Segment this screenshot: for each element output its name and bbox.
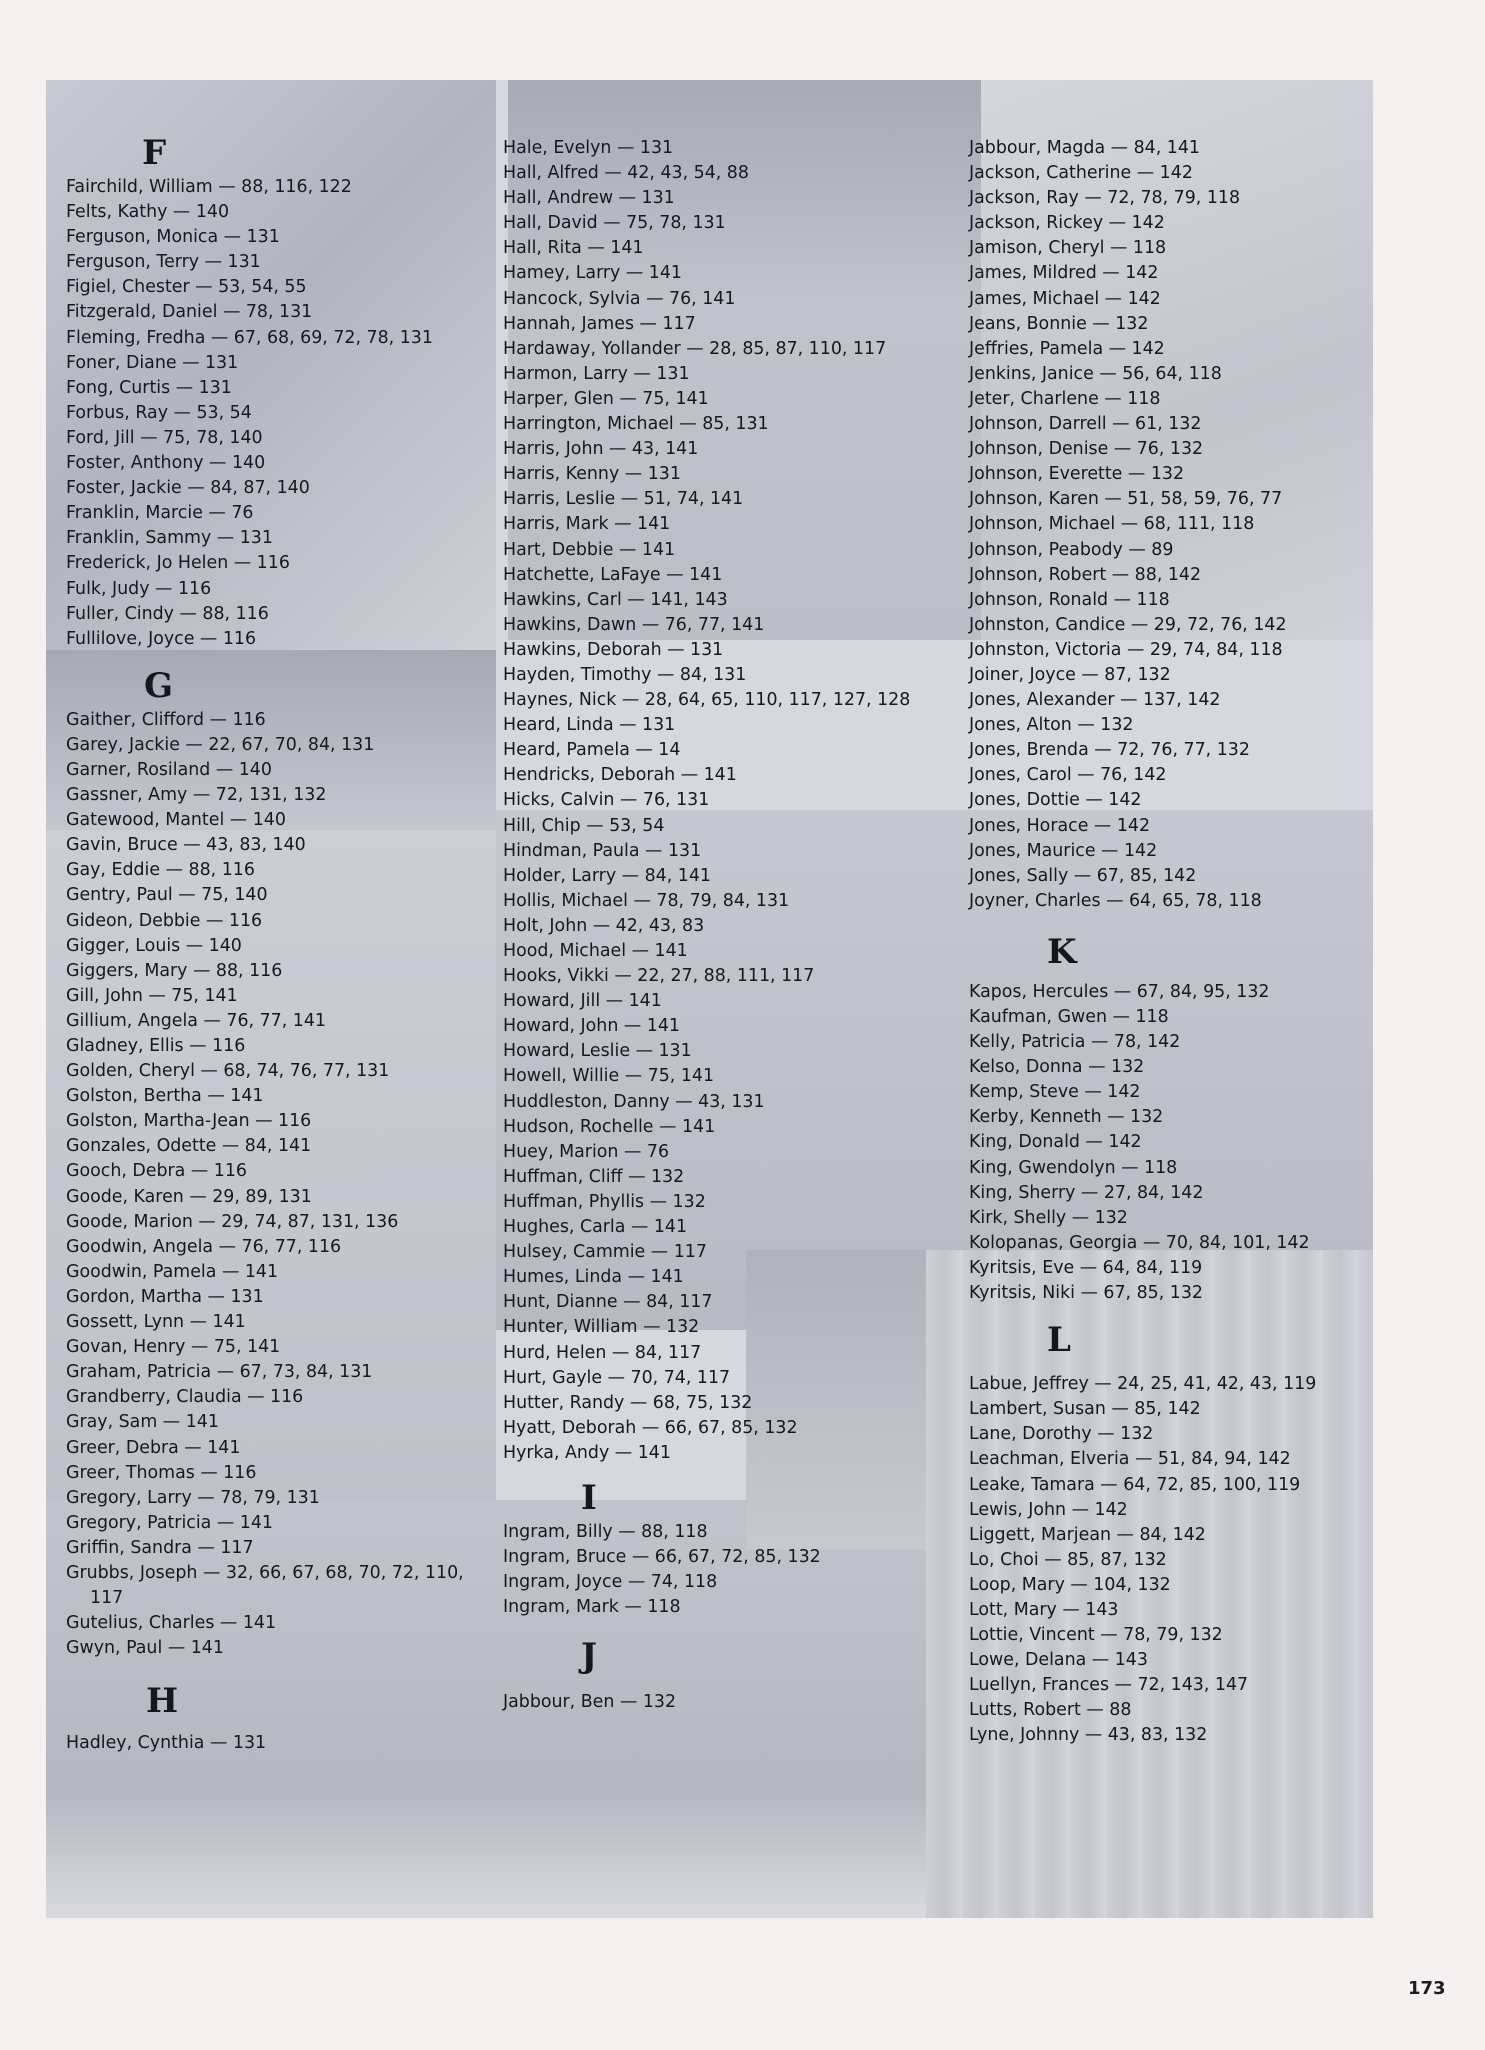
index-entry: Lowe, Delana — 143 <box>969 1650 1148 1671</box>
index-entry: Humes, Linda — 141 <box>503 1267 684 1288</box>
index-entry: Hindman, Paula — 131 <box>503 840 702 861</box>
index-entry: Jones, Alton — 132 <box>969 715 1134 736</box>
index-entry: Huey, Marion — 76 <box>503 1141 670 1162</box>
index-group-h-continued <box>503 136 943 1466</box>
index-entry: Gregory, Patricia — 141 <box>66 1512 273 1533</box>
index-entry: Hart, Debbie — 141 <box>503 539 676 560</box>
index-entry: Hyrka, Andy — 141 <box>503 1442 671 1463</box>
index-entry: Hooks, Vikki — 22, 27, 88, 111, 117 <box>503 966 815 987</box>
index-entry: Kemp, Steve — 142 <box>969 1082 1141 1103</box>
index-entry: Gutelius, Charles — 141 <box>66 1613 277 1634</box>
index-entry: Johnson, Denise — 76, 132 <box>969 439 1204 460</box>
index-entry: Hunter, William — 132 <box>503 1317 700 1338</box>
index-column-3 <box>969 136 1369 1749</box>
index-entry: Golston, Martha-Jean — 116 <box>66 1111 312 1132</box>
index-entry: Fairchild, William — 88, 116, 122 <box>66 177 352 197</box>
index-entry: Fleming, Fredha — 67, 68, 69, 72, 78, 131 <box>66 327 433 348</box>
index-entry: Howard, Leslie — 131 <box>503 1041 692 1062</box>
letter-heading: G <box>144 665 174 706</box>
index-entry: Jackson, Catherine — 142 <box>969 163 1193 184</box>
index-entry: Ingram, Joyce — 74, 118 <box>503 1572 718 1593</box>
index-entry: Fong, Curtis — 131 <box>66 377 232 398</box>
index-entry: Gill, John — 75, 141 <box>66 985 238 1006</box>
letter-heading: L <box>1047 1320 1071 1361</box>
index-entry: Jackson, Rickey — 142 <box>969 213 1165 234</box>
index-entry: Harris, Mark — 141 <box>503 514 671 535</box>
index-entry: Huffman, Phyllis — 132 <box>503 1191 706 1212</box>
index-entry: Lo, Choi — 85, 87, 132 <box>969 1549 1167 1570</box>
index-entry: Gentry, Paul — 75, 140 <box>66 885 268 906</box>
index-entry: Fuller, Cindy — 88, 116 <box>66 603 269 624</box>
index-entry: Gregory, Larry — 78, 79, 131 <box>66 1487 320 1508</box>
index-group-j <box>503 1634 943 1715</box>
index-entry: Jones, Brenda — 72, 76, 77, 132 <box>969 740 1250 761</box>
index-entry: Hale, Evelyn — 131 <box>503 138 674 158</box>
index-entry: Hulsey, Cammie — 117 <box>503 1242 707 1263</box>
index-entry: Liggett, Marjean — 84, 142 <box>969 1524 1206 1545</box>
index-entry: Kyritsis, Niki — 67, 85, 132 <box>969 1283 1203 1304</box>
index-entry: Howell, Willie — 75, 141 <box>503 1066 715 1087</box>
index-group-j-continued <box>969 136 1369 914</box>
index-entry: Govan, Henry — 75, 141 <box>66 1337 281 1358</box>
index-entry: Lyne, Johnny — 43, 83, 132 <box>969 1725 1208 1746</box>
index-entry: Hawkins, Carl — 141, 143 <box>503 589 728 610</box>
index-entry: Johnson, Darrell — 61, 132 <box>969 414 1202 435</box>
index-entry: Harmon, Larry — 131 <box>503 363 690 384</box>
index-entry: Hayden, Timothy — 84, 131 <box>503 664 747 685</box>
index-entry: Golden, Cheryl — 68, 74, 76, 77, 131 <box>66 1061 390 1082</box>
index-entry: Gatewood, Mantel — 140 <box>66 810 286 831</box>
entry-list <box>969 980 1369 1306</box>
index-entry: Gay, Eddie — 88, 116 <box>66 860 255 881</box>
index-group-i <box>503 1476 943 1620</box>
index-entry: Leake, Tamara — 64, 72, 85, 100, 119 <box>969 1474 1301 1495</box>
index-entry: Gray, Sam — 141 <box>66 1412 219 1433</box>
letter-heading: K <box>1047 931 1077 972</box>
index-entry: Hendricks, Deborah — 141 <box>503 765 737 786</box>
index-entry: Jones, Dottie — 142 <box>969 790 1142 811</box>
index-entry: Kapos, Hercules — 67, 84, 95, 132 <box>969 981 1270 1002</box>
index-entry: Hurd, Helen — 84, 117 <box>503 1342 702 1363</box>
index-entry: Hawkins, Deborah — 131 <box>503 639 724 660</box>
index-entry: Grandberry, Claudia — 116 <box>66 1387 304 1408</box>
index-entry: Johnson, Everette — 132 <box>969 464 1185 485</box>
index-entry: Jones, Carol — 76, 142 <box>969 765 1167 786</box>
index-entry: Goodwin, Pamela — 141 <box>66 1261 279 1282</box>
index-entry: Garey, Jackie — 22, 67, 70, 84, 131 <box>66 734 375 755</box>
index-entry: Hudson, Rochelle — 141 <box>503 1116 716 1137</box>
index-entry: Hollis, Michael — 78, 79, 84, 131 <box>503 890 790 911</box>
index-entry: Gordon, Martha — 131 <box>66 1286 264 1307</box>
index-entry: Gavin, Bruce — 43, 83, 140 <box>66 835 306 856</box>
index-entry: Gwyn, Paul — 141 <box>66 1638 224 1659</box>
index-entry: Garner, Rosiland — 140 <box>66 759 272 780</box>
index-entry: Golston, Bertha — 141 <box>66 1086 264 1107</box>
index-entry: Hunt, Dianne — 84, 117 <box>503 1292 713 1313</box>
index-entry: Howard, John — 141 <box>503 1016 680 1037</box>
entry-list <box>969 136 1369 914</box>
index-entry: Gonzales, Odette — 84, 141 <box>66 1136 312 1157</box>
index-group-g <box>66 664 476 1662</box>
index-entry: Hall, Alfred — 42, 43, 54, 88 <box>503 163 749 184</box>
index-entry: Lane, Dorothy — 132 <box>969 1424 1154 1445</box>
index-entry: Jamison, Cheryl — 118 <box>969 238 1167 259</box>
index-entry: Hall, Andrew — 131 <box>503 188 675 209</box>
index-entry: Fullilove, Joyce — 116 <box>66 628 257 649</box>
index-entry: Gillium, Angela — 76, 77, 141 <box>66 1010 326 1031</box>
index-entry: Ingram, Billy — 88, 118 <box>503 1521 708 1542</box>
index-entry: Hood, Michael — 141 <box>503 941 688 961</box>
index-entry: Johnson, Ronald — 118 <box>969 589 1170 610</box>
index-entry: Graham, Patricia — 67, 73, 84, 131 <box>66 1362 373 1383</box>
index-entry: Johnston, Candice — 29, 72, 76, 142 <box>969 614 1287 635</box>
index-entry: Forbus, Ray — 53, 54 <box>66 402 252 423</box>
index-entry: Felts, Kathy — 140 <box>66 202 230 223</box>
index-entry: Goode, Karen — 29, 89, 131 <box>66 1186 312 1207</box>
index-entry: Figiel, Chester — 53, 54, 55 <box>66 277 307 298</box>
index-entry: Franklin, Marcie — 76 <box>66 503 254 524</box>
index-entry: Kaufman, Gwen — 118 <box>969 1007 1169 1027</box>
entry-list <box>66 708 476 1662</box>
index-entry: Hancock, Sylvia — 76, 141 <box>503 288 736 309</box>
index-entry: Jones, Horace — 142 <box>969 815 1151 836</box>
index-entry: Johnson, Michael — 68, 111, 118 <box>969 514 1255 535</box>
index-entry: Labue, Jeffrey — 24, 25, 41, 42, 43, 119 <box>969 1374 1317 1395</box>
index-entry: Hadley, Cynthia — 131 <box>66 1733 267 1754</box>
index-entry: Johnson, Karen — 51, 58, 59, 76, 77 <box>969 489 1283 510</box>
entry-list <box>503 1690 943 1715</box>
index-entry: Ferguson, Terry — 131 <box>66 252 261 273</box>
index-entry: Kerby, Kenneth — 132 <box>969 1107 1164 1128</box>
index-entry: Kolopanas, Georgia — 70, 84, 101, 142 <box>969 1232 1310 1253</box>
index-entry: Gladney, Ellis — 116 <box>66 1036 246 1056</box>
index-entry: King, Donald — 142 <box>969 1132 1142 1153</box>
index-entry: Johnson, Peabody — 89 <box>969 539 1174 560</box>
index-entry: Hill, Chip — 53, 54 <box>503 815 665 836</box>
index-entry: Jabbour, Magda — 84, 141 <box>969 138 1200 158</box>
page-number: 173 <box>1408 1978 1446 1999</box>
index-entry: Harris, John — 43, 141 <box>503 439 699 460</box>
index-entry: Hamey, Larry — 141 <box>503 263 682 284</box>
entry-list <box>66 1731 476 1756</box>
index-entry: Haynes, Nick — 28, 64, 65, 110, 117, 127, 128 <box>503 690 911 711</box>
index-entry: Hughes, Carla — 141 <box>503 1217 688 1238</box>
index-entry: Jeffries, Pamela — 142 <box>969 338 1165 359</box>
index-entry: King, Gwendolyn — 118 <box>969 1157 1178 1178</box>
index-entry: Heard, Pamela — 14 <box>503 740 681 761</box>
index-entry: Fitzgerald, Daniel — 78, 131 <box>66 302 313 323</box>
index-column-1 <box>66 131 476 1756</box>
index-entry: Joyner, Charles — 64, 65, 78, 118 <box>969 890 1262 911</box>
index-entry: Loop, Mary — 104, 132 <box>969 1574 1171 1595</box>
index-entry: Harper, Glen — 75, 141 <box>503 388 709 409</box>
index-entry: Kelso, Donna — 132 <box>969 1057 1145 1078</box>
index-entry: Foster, Anthony — 140 <box>66 453 266 474</box>
index-entry: Huddleston, Danny — 43, 131 <box>503 1091 765 1112</box>
entry-list <box>66 175 476 652</box>
index-entry: Griffin, Sandra — 117 <box>66 1537 254 1558</box>
index-entry: Hicks, Calvin — 76, 131 <box>503 790 710 811</box>
index-entry: Harrington, Michael — 85, 131 <box>503 414 769 435</box>
index-entry: Goodwin, Angela — 76, 77, 116 <box>66 1236 342 1257</box>
index-entry: Goode, Marion — 29, 74, 87, 131, 136 <box>66 1211 399 1232</box>
index-entry: Leachman, Elveria — 51, 84, 94, 142 <box>969 1449 1291 1470</box>
index-entry: Ingram, Mark — 118 <box>503 1597 681 1618</box>
index-entry: Giggers, Mary — 88, 116 <box>66 960 283 981</box>
entry-list <box>503 1520 943 1620</box>
index-entry: Harris, Leslie — 51, 74, 141 <box>503 489 744 510</box>
index-entry: Ingram, Bruce — 66, 67, 72, 85, 132 <box>503 1547 821 1568</box>
index-group-h <box>66 1679 476 1756</box>
index-group-k <box>969 930 1369 1306</box>
letter-heading: J <box>581 1636 598 1677</box>
index-entry: Heard, Linda — 131 <box>503 715 676 736</box>
index-group-l <box>969 1318 1369 1748</box>
index-entry: Gideon, Debbie — 116 <box>66 910 263 931</box>
index-entry: Hutter, Randy — 68, 75, 132 <box>503 1392 753 1413</box>
index-column-2 <box>503 136 943 1715</box>
index-entry: Howard, Jill — 141 <box>503 991 662 1012</box>
index-entry: Jenkins, Janice — 56, 64, 118 <box>969 363 1222 384</box>
index-entry: Kelly, Patricia — 78, 142 <box>969 1032 1181 1053</box>
index-entry: Harris, Kenny — 131 <box>503 464 681 485</box>
index-entry: Huffman, Cliff — 132 <box>503 1166 685 1187</box>
letter-heading: F <box>142 133 167 173</box>
letter-heading: H <box>146 1681 179 1722</box>
index-entry: Jones, Alexander — 137, 142 <box>969 690 1221 711</box>
index-entry: Lewis, John — 142 <box>969 1499 1128 1520</box>
index-entry: Hall, David — 75, 78, 131 <box>503 213 726 234</box>
entry-list <box>969 1372 1369 1748</box>
index-entry: Hardaway, Yollander — 28, 85, 87, 110, 117 <box>503 338 887 359</box>
index-entry: Foster, Jackie — 84, 87, 140 <box>66 478 310 499</box>
index-entry: Gooch, Debra — 116 <box>66 1161 247 1182</box>
index-entry: King, Sherry — 27, 84, 142 <box>969 1182 1204 1203</box>
index-entry: Lottie, Vincent — 78, 79, 132 <box>969 1625 1223 1646</box>
index-entry: Holder, Larry — 84, 141 <box>503 865 711 886</box>
index-entry: Lambert, Susan — 85, 142 <box>969 1399 1201 1420</box>
index-entry: Lutts, Robert — 88 <box>969 1700 1132 1721</box>
index-entry: Gassner, Amy — 72, 131, 132 <box>66 785 327 806</box>
index-entry: Jackson, Ray — 72, 78, 79, 118 <box>969 188 1241 209</box>
index-entry: James, Mildred — 142 <box>969 263 1159 284</box>
index-entry: Jabbour, Ben — 132 <box>503 1692 677 1713</box>
index-entry: Jones, Maurice — 142 <box>969 840 1158 861</box>
index-entry: Jones, Sally — 67, 85, 142 <box>969 865 1197 886</box>
index-entry: Jeans, Bonnie — 132 <box>969 313 1149 334</box>
index-entry: Franklin, Sammy — 131 <box>66 528 273 549</box>
index-entry: Grubbs, Joseph — 32, 66, 67, 68, 70, 72, 110, 117 <box>66 1562 464 1609</box>
index-entry: Foner, Diane — 131 <box>66 352 239 373</box>
index-entry: Hannah, James — 117 <box>503 313 696 334</box>
index-entry: Greer, Thomas — 116 <box>66 1462 257 1483</box>
index-entry: Johnston, Victoria — 29, 74, 84, 118 <box>969 639 1283 660</box>
index-entry: Hatchette, LaFaye — 141 <box>503 564 723 585</box>
index-entry: Kyritsis, Eve — 64, 84, 119 <box>969 1257 1203 1278</box>
index-entry: Gaither, Clifford — 116 <box>66 709 266 730</box>
index-entry: Johnson, Robert — 88, 142 <box>969 564 1202 585</box>
entry-list <box>503 136 943 1466</box>
letter-heading: I <box>581 1477 597 1518</box>
index-entry: Ford, Jill — 75, 78, 140 <box>66 427 263 448</box>
index-group-f <box>66 131 476 652</box>
index-entry: Jeter, Charlene — 118 <box>969 388 1161 409</box>
index-entry: Hall, Rita — 141 <box>503 238 644 259</box>
index-entry: Kirk, Shelly — 132 <box>969 1207 1128 1228</box>
index-entry: Ferguson, Monica — 131 <box>66 227 280 248</box>
index-entry: Luellyn, Frances — 72, 143, 147 <box>969 1675 1249 1696</box>
index-entry: Frederick, Jo Helen — 116 <box>66 553 290 574</box>
index-entry: Fulk, Judy — 116 <box>66 578 212 599</box>
index-entry: Joiner, Joyce — 87, 132 <box>969 664 1171 685</box>
index-entry: Lott, Mary — 143 <box>969 1599 1119 1620</box>
index-entry: Hurt, Gayle — 70, 74, 117 <box>503 1367 731 1388</box>
index-entry: Hyatt, Deborah — 66, 67, 85, 132 <box>503 1417 798 1438</box>
index-entry: Holt, John — 42, 43, 83 <box>503 915 705 936</box>
index-entry: Hawkins, Dawn — 76, 77, 141 <box>503 614 765 635</box>
index-entry: Gossett, Lynn — 141 <box>66 1312 246 1333</box>
index-entry: Gigger, Louis — 140 <box>66 935 242 956</box>
index-entry: Greer, Debra — 141 <box>66 1437 241 1458</box>
index-entry: James, Michael — 142 <box>969 288 1161 309</box>
